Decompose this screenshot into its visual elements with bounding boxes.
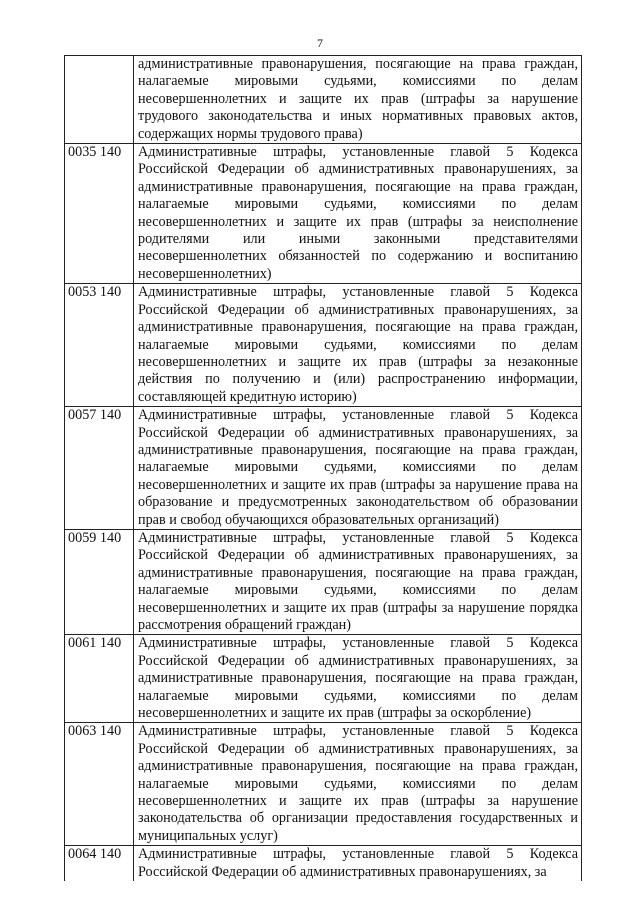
row-description: Административные штрафы, установленные главой 5 Кодекса Российской Федерации об административных правонарушениях, за [134, 846, 582, 881]
row-code: 0059 140 [65, 529, 134, 634]
table-row [65, 407, 582, 530]
table-row [65, 284, 582, 407]
row-code: 0057 140 [65, 407, 134, 530]
table-row [65, 529, 582, 634]
row-description: Административные штрафы, установленные главой 5 Кодекса Российской Федерации об административных правонарушениях, за административные правонарушения, посягающие на права граждан, налагаемые мировыми судьями, комиссиями по делам несовершеннолетних и защите их прав (штрафы за неисполнение родителями или иными законными представителями несовершеннолетних обязанностей по содержанию и воспитанию несовершеннолетних) [134, 144, 582, 284]
row-description: административные правонарушения, посягающие на права граждан, налагаемые мировыми судьями, комиссиями по делам несовершеннолетних и защите их прав (штрафы за нарушение трудового законодательства и иных нормативных правовых актов, содержащих нормы трудового права) [134, 56, 582, 144]
row-description: Административные штрафы, установленные главой 5 Кодекса Российской Федерации об административных правонарушениях, за административные правонарушения, посягающие на права граждан, налагаемые мировыми судьями, комиссиями по делам несовершеннолетних и защите их прав (штрафы за нарушение законодательства об организации предоставления государственных и муниципальных услуг) [134, 723, 582, 846]
table-row [65, 56, 582, 144]
row-code: 0061 140 [65, 635, 134, 723]
table-row [65, 635, 582, 723]
table-row [65, 144, 582, 284]
row-description: Административные штрафы, установленные главой 5 Кодекса Российской Федерации об административных правонарушениях, за административные правонарушения, посягающие на права граждан, налагаемые мировыми судьями, комиссиями по делам несовершеннолетних и защите их прав (штрафы за нарушение порядка рассмотрения обращений граждан) [134, 529, 582, 634]
row-code [65, 56, 134, 144]
table-row [65, 723, 582, 846]
row-code: 0063 140 [65, 723, 134, 846]
row-code: 0064 140 [65, 846, 134, 881]
row-description: Административные штрафы, установленные главой 5 Кодекса Российской Федерации об административных правонарушениях, за административные правонарушения, посягающие на права граждан, налагаемые мировыми судьями, комиссиями по делам несовершеннолетних и защите их прав (штрафы за незаконные действия по получению и (или) распространению информации, составляющей кредитную историю) [134, 284, 582, 407]
table-row [65, 846, 582, 881]
row-description: Административные штрафы, установленные главой 5 Кодекса Российской Федерации об административных правонарушениях, за административные правонарушения, посягающие на права граждан, налагаемые мировыми судьями, комиссиями по делам несовершеннолетних и защите их прав (штрафы за нарушение права на образование и предусмотренных законодательством об образовании прав и свобод обучающихся образовательных организаций) [134, 407, 582, 530]
page-number: 7 [317, 36, 323, 50]
row-code: 0053 140 [65, 284, 134, 407]
row-code: 0035 140 [65, 144, 134, 284]
budget-code-table [64, 55, 582, 881]
row-description: Административные штрафы, установленные главой 5 Кодекса Российской Федерации об административных правонарушениях, за административные правонарушения, посягающие на права граждан, налагаемые мировыми судьями, комиссиями по делам несовершеннолетних и защите их прав (штрафы за оскорбление) [134, 635, 582, 723]
